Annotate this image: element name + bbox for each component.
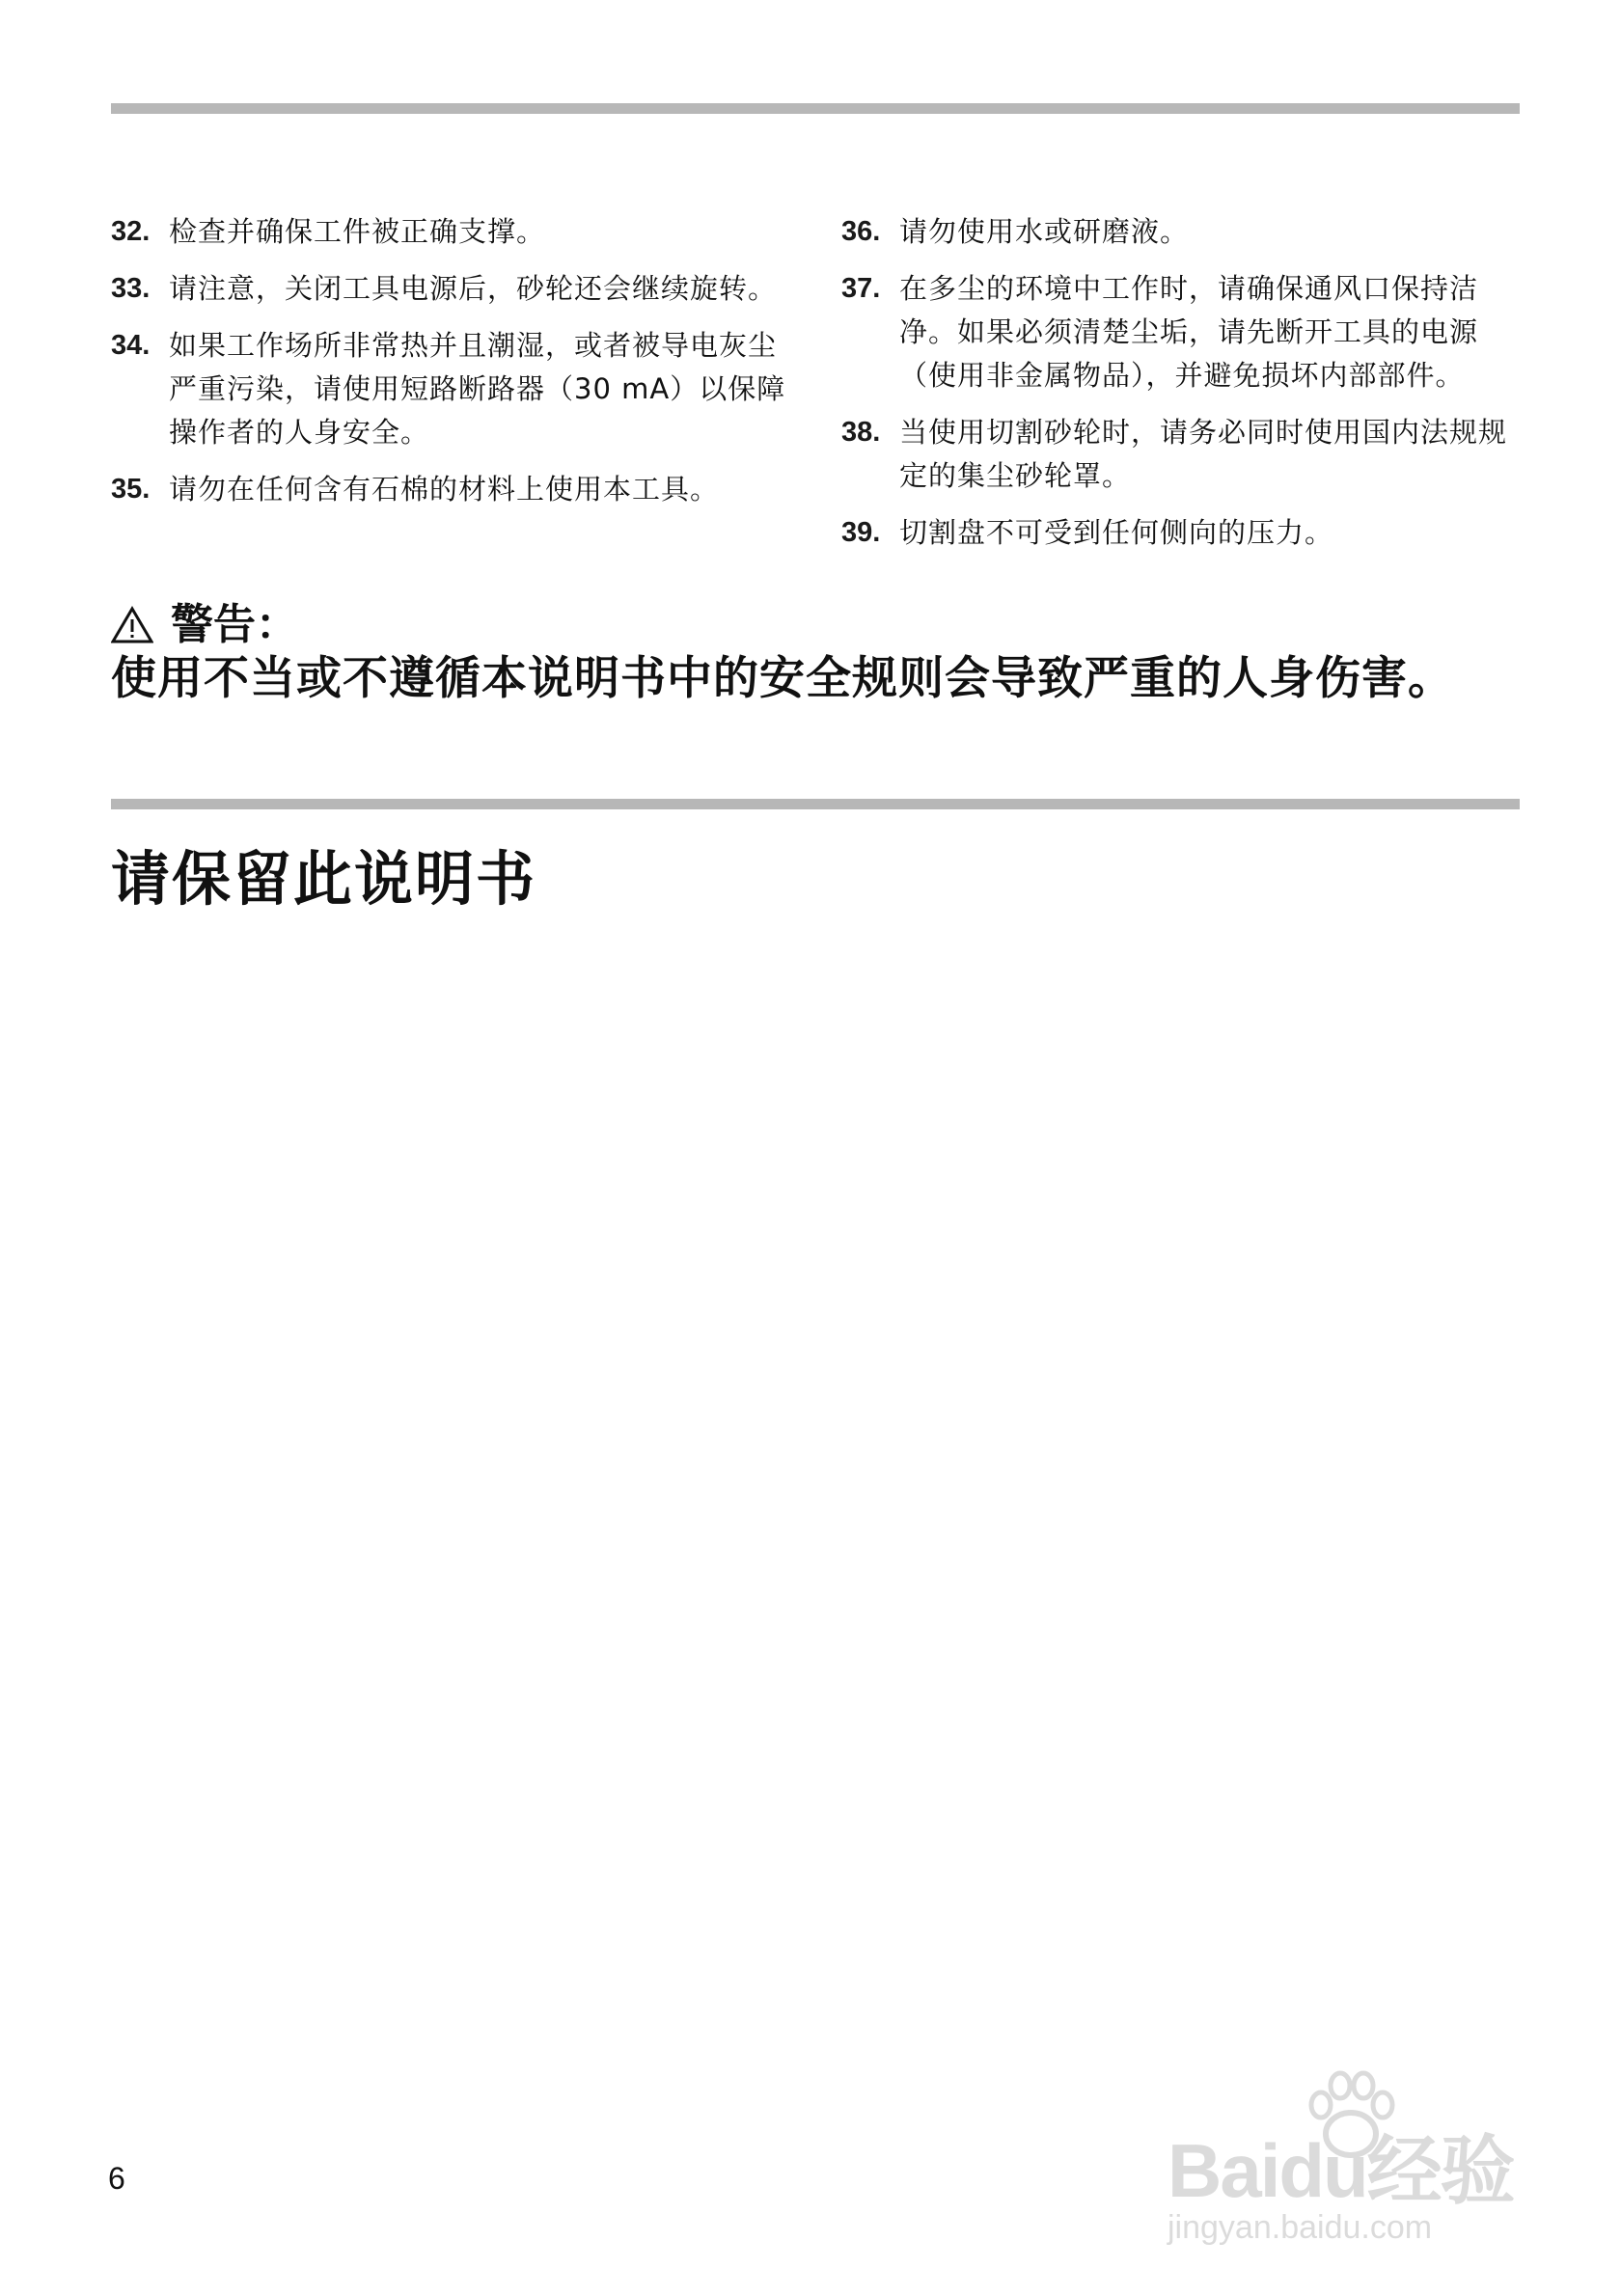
item-number: 38. [841,417,881,448]
list-item [841,210,1526,254]
watermark-url: jingyan.baidu.com [1168,2209,1433,2246]
warning-heading-text: 警告： [171,600,298,649]
item-text: 检查并确保工件被正确支撑。 [169,215,546,248]
item-text: 切割盘不可受到任何侧向的压力。 [899,516,1334,549]
warning-body: 使用不当或不遵循本说明书中的安全规则会导致严重的人身伤害。 [111,652,1454,705]
section-title: 请保留此说明书 [111,845,537,914]
safety-list-right [841,210,1526,568]
list-item [841,511,1526,555]
list-item [111,468,796,511]
item-text: 如果工作场所非常热并且潮湿，或者被导电灰尘严重污染，请使用短路断路器（30 mA）以保障操作者的人身安全。 [169,329,786,449]
item-text: 请勿使用水或研磨液。 [899,215,1190,248]
top-divider [111,103,1520,114]
item-text: 请注意，关闭工具电源后，砂轮还会继续旋转。 [169,272,778,305]
list-item [841,267,1526,397]
item-number: 39. [841,517,881,548]
warning-triangle-icon [111,606,153,644]
item-text: 在多尘的环境中工作时，请确保通风口保持洁净。如果必须清楚尘垢，请先断开工具的电源（使用非金属物品），并避免损坏内部部件。 [899,272,1479,392]
list-item [841,411,1526,498]
item-number: 36. [841,216,881,247]
warning-heading [111,596,298,654]
item-text: 请勿在任何含有石棉的材料上使用本工具。 [169,473,720,506]
item-number: 35. [111,474,151,505]
item-text: 当使用切割砂轮时，请务必同时使用国内法规规定的集尘砂轮罩。 [899,416,1508,492]
baidu-watermark [1148,2064,1553,2257]
item-number: 33. [111,273,151,304]
list-item [111,324,796,454]
list-item [111,267,796,311]
watermark-logo-text: Baidu经验 [1168,2128,1514,2213]
item-number: 32. [111,216,151,247]
section-divider [111,799,1520,809]
page-number: 6 [108,2161,125,2196]
item-number: 37. [841,273,881,304]
item-number: 34. [111,330,151,361]
safety-list-left [111,210,796,525]
list-item [111,210,796,254]
